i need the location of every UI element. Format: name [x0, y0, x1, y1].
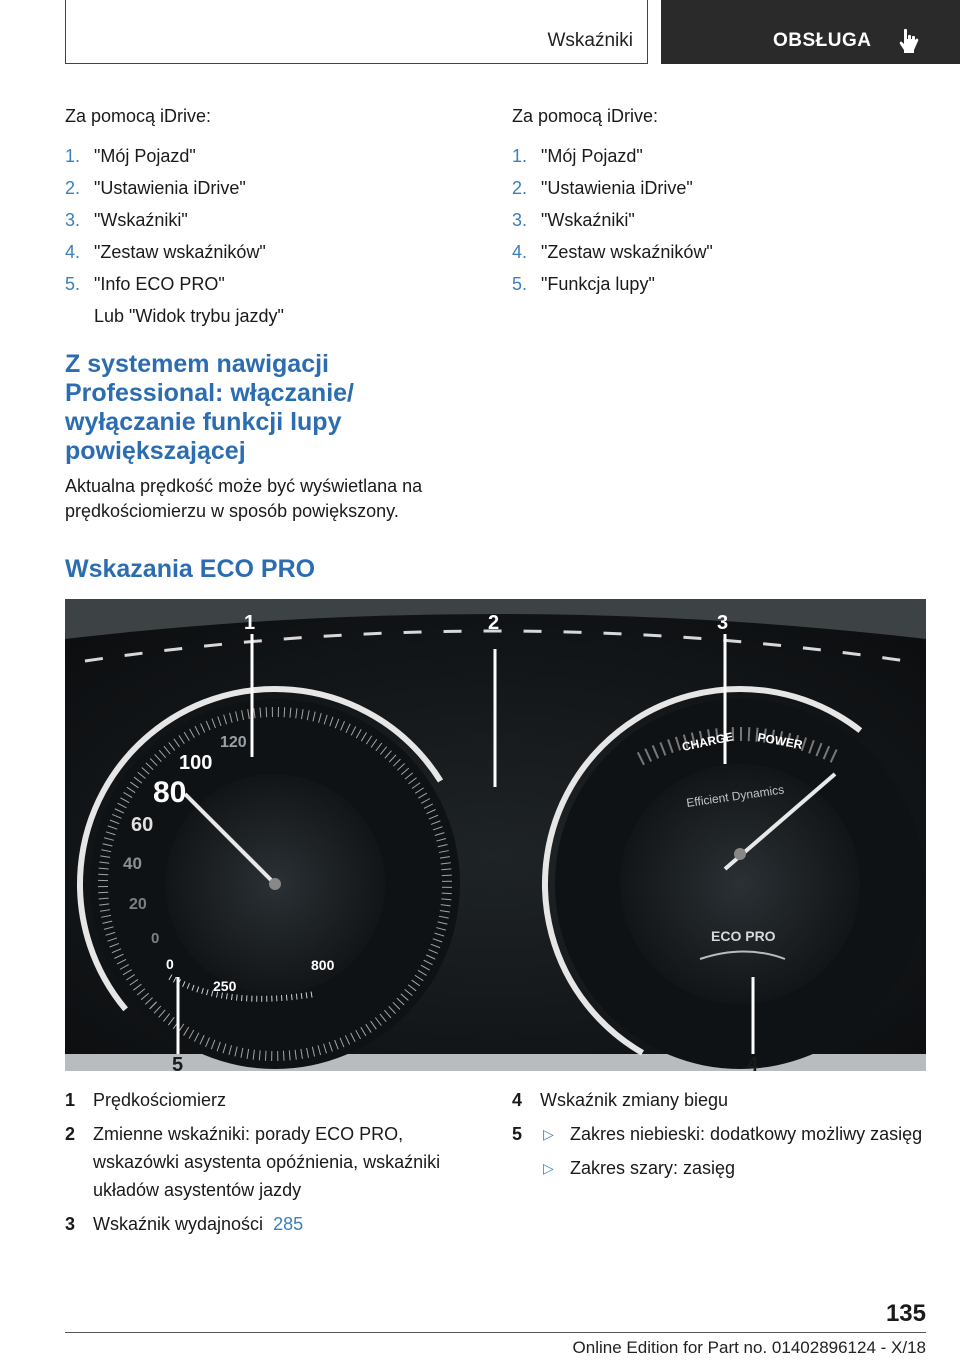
legend-item: 4 Wskaźnik zmiany biegu: [512, 1090, 729, 1110]
nav-heading: Z systemem nawigacji Professional: włączanie/ wyłączanie funkcji lupy powiększającej: [65, 350, 354, 465]
right-steps: [512, 140, 932, 300]
speed-label: 60: [131, 814, 154, 836]
triangle-bullet-icon: ▷: [543, 1126, 554, 1142]
hand-pointer-icon: [897, 28, 919, 54]
left-column: [65, 100, 485, 524]
step-item: 3. "Wskaźniki": [65, 210, 188, 230]
legend-item: 1 Prędkościomierz: [65, 1090, 227, 1110]
speed-label: 40: [123, 854, 142, 873]
page-reference-link[interactable]: 285: [273, 1214, 304, 1234]
efficient-dynamics-label: Efficient Dynamics: [685, 782, 785, 810]
range-label: 800: [311, 957, 335, 973]
bullet-item: ▷ Zakres szary: zasięg: [540, 1154, 926, 1182]
callout-label: 4: [747, 1054, 759, 1071]
left-steps: [65, 140, 485, 300]
chapter-title: OBSŁUGA: [773, 30, 872, 51]
step-item: 2. "Ustawienia iDrive": [512, 178, 693, 198]
legend-left: [65, 1086, 485, 1244]
eco-pro-label: ECO PRO: [711, 928, 776, 944]
callout-label: 1: [244, 612, 256, 634]
callout-label: 2: [488, 612, 500, 634]
step-item: 2. "Ustawienia iDrive": [65, 178, 246, 198]
step-item: 4. "Zestaw wskaźników": [65, 242, 266, 262]
step-item: 3. "Wskaźniki": [512, 210, 635, 230]
step-item: 1. "Mój Pojazd": [512, 146, 643, 166]
range-label: 250: [213, 978, 237, 994]
footer-edition: Online Edition for Part no. 01402896124 - X/18: [572, 1338, 926, 1357]
right-intro: Za pomocą iDrive:: [512, 106, 659, 126]
speed-label: 20: [129, 896, 147, 913]
section-title: Wskaźniki: [547, 30, 633, 51]
nav-paragraph: Aktualna prędkość może być wyświetlana na prędkościomierzu w sposób powiększony.: [65, 476, 423, 521]
speed-label: 0: [151, 930, 160, 947]
left-intro: Za pomocą iDrive:: [65, 106, 212, 126]
power-label: POWER: [756, 730, 804, 752]
bullet-item: ▷ Zakres niebieski: dodatkowy możliwy zasięg: [540, 1120, 926, 1148]
step-item: 1. "Mój Pojazd": [65, 146, 196, 166]
step-item: 5. "Info ECO PRO": [65, 274, 225, 294]
range-label: 0: [166, 956, 174, 972]
callout-label: 3: [717, 612, 729, 634]
header-section-box: [65, 0, 648, 64]
speed-label: 100: [179, 752, 213, 774]
instrument-cluster-figure: [65, 599, 926, 1071]
callout-label: 5: [172, 1054, 184, 1071]
legend-item: 5 ▷ Zakres niebieski: dodatkowy możliwy zasięg ▷ Zakres szary: zasięg: [512, 1120, 926, 1182]
step-item: 5. "Funkcja lupy": [512, 274, 655, 294]
step-item: 4. "Zestaw wskaźników": [512, 242, 713, 262]
footer-divider: [65, 1332, 926, 1333]
right-column: [512, 100, 932, 300]
page-number: 135: [885, 1300, 926, 1327]
charge-label: CHARGE: [680, 729, 735, 754]
triangle-bullet-icon: ▷: [543, 1160, 554, 1176]
legend-item: 2 Zmienne wskaźniki: porady ECO PRO, wskazówki asystenta opóźnienia, wskaźniki układów asystentów jazdy: [65, 1124, 441, 1200]
header-chapter-box: [661, 0, 960, 64]
speed-label: 80: [153, 776, 187, 809]
speed-label: 120: [220, 734, 247, 751]
legend-right: [512, 1086, 926, 1188]
eco-pro-section-title: Wskazania ECO PRO: [65, 555, 316, 583]
alt-option: Lub "Widok trybu jazdy": [94, 306, 284, 326]
legend-item: 3 Wskaźnik wydajności 285: [65, 1214, 304, 1234]
